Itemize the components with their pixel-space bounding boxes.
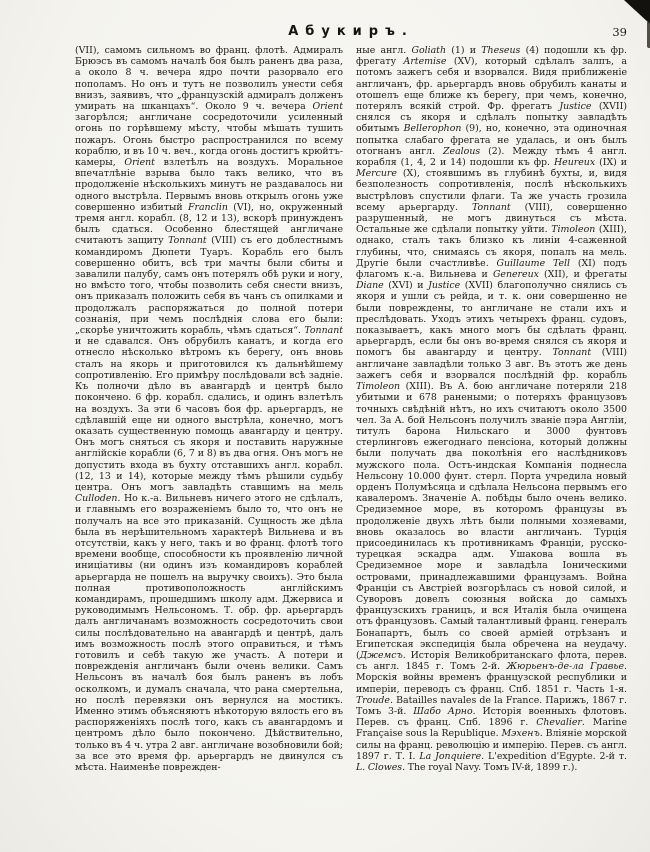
page-number: 39 bbox=[612, 25, 627, 39]
text-column-left: (VII), самомъ сильномъ во франц. флотѣ. Адмиралъ Брюэсъ въ самомъ началѣ боя былъ раненъ два раза, а около 8 ч. вечера ядро почти разорвало его пополамъ. Но онъ и тутъ не позволилъ унести себя внизъ, заявивъ, что „французскій адмиралъ долженъ умирать на шканцахъ“. Около 9 ч. вечера Orient загорѣлся; англичане сосредоточили усиленный огонь по горѣвшему мѣсту, чтобы мѣшать тушить пожаръ. Огонь быстро распространился по всему кораблю, и въ 10 ч. веч., когда огонь достигъ крюйтъ-камеры, Orient взлетѣлъ на воздухъ. Моральное впечатлѣніе взрыва было такъ велико, что въ продолженіе нѣсколькихъ минутъ не раздавалось ни одного выстрѣла. Первымъ вновь открылъ огонь уже совершенно избитый Franclin (VI), но, окруженный тремя англ. корабл. (8, 12 и 13), вскорѣ принужденъ былъ сдаться. Особенно блестящей англичане считаютъ защиту Tonnant (VIII) съ его доблестнымъ командиромъ Дюпети Туаръ. Корабль его былъ совершенно обитъ, всѣ три мачты были сбиты и завалили палубу, самъ онъ потерялъ обѣ руки и ногу, но вмѣсто того, чтобы позволить себя снести внизъ, онъ приказалъ положить себя въ чанъ съ опилками и продолжалъ распоряжаться до полной потери сознанія, при чемъ послѣднія слова его были: „скорѣе уничтожить корабль, чѣмъ сдаться“. Tonnant и не сдавался. Онъ обрубилъ канатъ, и когда его отнесло нѣсколько вѣтромъ къ берегу, онъ вновь сталъ на якорь и приготовился къ дальнѣйшему сопротивленію. Его примѣру послѣдовали всѣ задніе. Къ полночи дѣло въ авангардѣ и центрѣ было покончено. 6 фр. корабл. сдались, и одинъ взлетѣлъ на воздухъ. За эти 6 часовъ боя фр. арьергардъ, не сдѣлавшій еще ни одного выстрѣла, конечно, могъ оказать существенную помощь авангарду и центру. Онъ могъ сняться съ якоря и поставить наружные англійскіе корабли (6, 7 и 8) въ два огня. Онъ могъ не допустить входа въ бухту отставшихъ англ. корабл. (12, 13 и 14), которые между тѣмъ рѣшили судьбу центра. Онъ могъ завладѣть ставшимъ на мель Culloden. Но к.-а. Вильневъ ничего этого не сдѣлалъ, и главнымъ его возраженіемъ было то, что онъ не получалъ на все это приказаній. Сущность же дѣла была въ нерѣшительномъ характерѣ Вильнева и въ отсутствіи, какъ у него, такъ и во франц. флотѣ того времени вообще, способности къ проявленію личной иниціативы (ни одинъ изъ командировъ кораблей арьергарда не пошелъ на выручку своихъ). Это была полная противоположность англійскимъ командирамъ, прошедшимъ школу адм. Джервиса и руководимымъ Нельсономъ. Т. обр. фр. арьергардъ далъ англичанамъ возможность сосредоточить свои силы послѣдовательно на авангардѣ и центрѣ, далъ имъ возможность послѣ этого оправиться, и тѣмъ готовилъ и себѣ такую же участь. А потери и поврежденія англичанъ были очень велики. Самъ Нельсонъ въ началѣ боя былъ раненъ въ лобъ осколкомъ, и думалъ сначала, что рана смертельна, но послѣ перевязки онъ вернулся на мостикъ. Именно этимъ объясняютъ нѣкоторую вялость его въ распоряженіяхъ послѣ того, какъ съ авангардомъ и центромъ дѣло было покончено. Дѣйствительно, только въ 4 ч. утра 2 авг. англичане возобновили бой; за все это время фр. арьергардъ не двинулся съ мѣста. Наименѣе поврежден- bbox=[75, 45, 343, 773]
running-head bbox=[75, 24, 627, 42]
scan-corner-artifact bbox=[624, 0, 650, 24]
text-column-right: ные англ. Goliath (1) и Theseus (4) подошли къ фр. фрегату Artemise (XV), который сдѣлалъ залпъ, а потомъ зажегъ себя и взорвался. Видя приближеніе англичанъ, фр. арьергардъ вновь обрубилъ канаты и отошелъ еще ближе къ берегу, при чемъ, конечно, потерялъ всякій строй. Фр. фрегатъ Justice (XVII) снялся съ якоря и сдѣлалъ попытку завладѣть обитымъ Bellerophon (9), но, конечно, эта одиночная попытка слабаго фрегата не удалась, и онъ былъ отогнанъ англ. Zealous (2). Между тѣмъ 4 англ. корабля (1, 4, 2 и 14) подошли къ фр. Heureux (IX) и Mercure (X), стоявшимъ въ глубинѣ бухты, и, видя безполезность сопротивленія, послѣ нѣсколькихъ выстрѣловъ спустили флаги. Та же участь грозила всему арьергарду. Tonnant (VIII), совершенно разрушенный, не могъ двинуться съ мѣста. Остальные же сдѣлали попытку уйти. Timoleon (XIII), однако, сталъ такъ близко къ линіи 4-саженной глубины, что, снимаясь съ якоря, попалъ на мель. Другіе были счастливѣе. Guillaume Tell (XI) подъ флагомъ к.-а. Вильнева и Genereux (XII), и фрегаты Diane (XVI) и Justice (XVII) благополучно снялись съ якоря и ушли съ рейда, и т. к. они совершенно не были повреждены, то англичане не стали ихъ и преслѣдовать. Уходъ этихъ четырехъ франц. судовъ, показываетъ, какъ много могъ бы сдѣлать франц. арьергардъ, если бы онъ во-время снялся съ якоря и помогъ бы авангарду и центру. Tonnant (VIII) англичане завладѣли только 3 авг. Въ этотъ же день зажегъ себя и взорвался послѣдній фр. корабль Timoleon (XIII). Въ А. бою англичане потеряли 218 убитыми и 678 ранеными; о потеряхъ французовъ точныхъ свѣдѣній нѣтъ, но ихъ считаютъ около 3500 чел. За А. бой Нельсонъ получилъ званіе пэра Англіи, титулъ барона Нильскаго и 3000 фунтовъ стерлинговъ ежегоднаго пенсіона, который должны были получать два поколѣнія его наслѣдниковъ мужского пола. Остъ-индская Компанія поднесла Нельсону 10.000 фунт. стерл. Порта учредила новый орденъ Полумѣсяца и сдѣлала Нельсона первымъ его кавалеромъ. Значеніе А. побѣды было очень велико. Средиземное море, въ которомъ французы въ продолженіе двухъ лѣтъ были полными хозяевами, вновь оказалось во власти англичанъ. Турція присоединилась къ противникамъ Франціи, русско-турецкая эскадра адм. Ушакова вошла въ Средиземное море и завладѣла Іоническими островами, принадлежавшими французамъ. Война Франціи съ Австріей возгорѣлась съ новой силой, и Суворовъ довелъ союзныя войска до самыхъ французскихъ границъ, и вся Италія была очищена отъ французовъ. Самый талантливый франц. генералъ Бонапартъ, былъ со своей арміей отрѣзанъ и Египетская экспедиція была обречена на неудачу. (Джемсъ. Исторія Великобританскаго флота, перев. съ англ. 1845 г. Томъ 2-й. Жюрьенъ-де-ла Гравье. Морскія войны временъ французской республики и имперіи, переводъ съ франц. Спб. 1851 г. Часть 1-я. Troude. Batailles navales de la France. Парижъ, 1867 г. Томъ 3-й. Шабо Арно. Исторія военныхъ флотовъ. Перев. съ франц. Спб. 1896 г. Chevalier. Marine Française sous la Republique. Мэхенъ. Вліяніе морской силы на франц. революцію и имперію. Перев. съ англ. 1897 г. Т. I. La Jonquiere. L'expedition d'Egypte. 2-й т. L. Clowes. The royal Navy. Томъ IV-й, 1899 г.). bbox=[356, 45, 628, 773]
running-head-title: Абукиръ. bbox=[288, 24, 414, 39]
